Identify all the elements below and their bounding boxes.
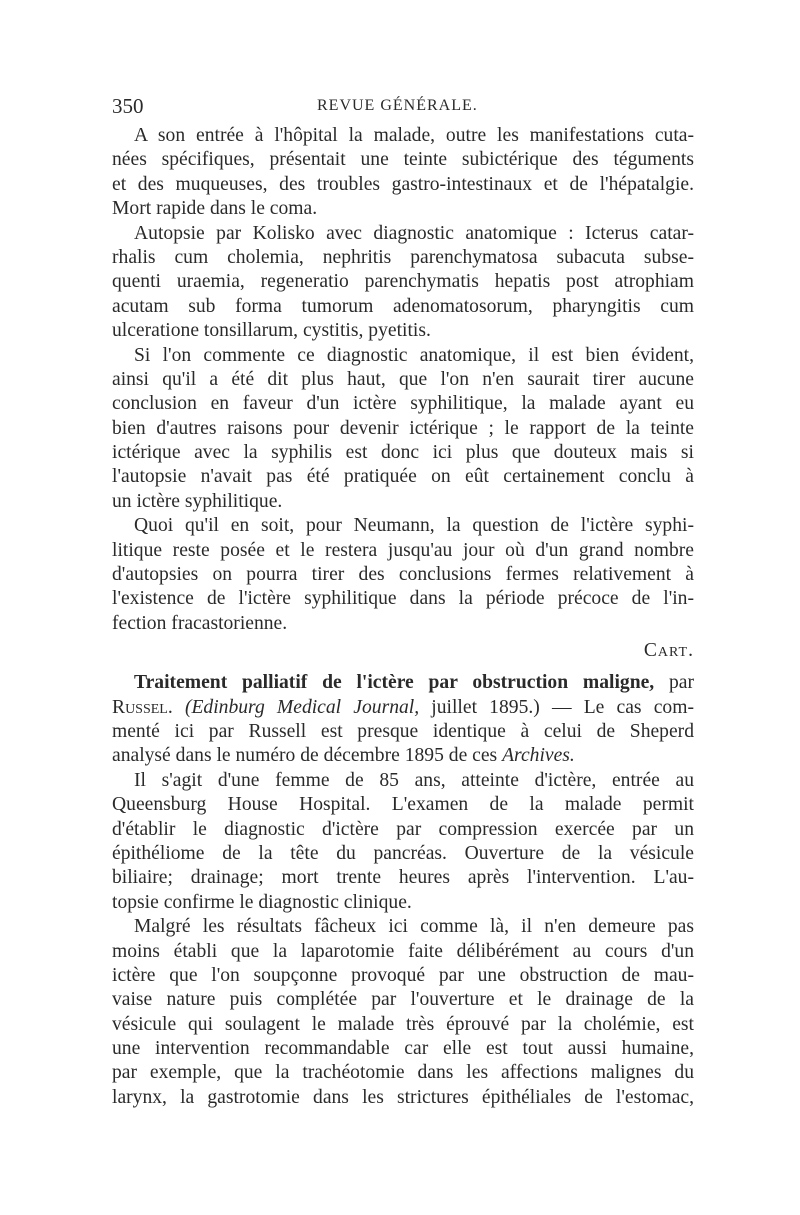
article-journal: (Edinburg Medical Journal,	[184, 696, 420, 718]
text-line: ainsi qu'il a été dit plus haut, que l'on n'en saurait tirer aucune	[112, 368, 694, 390]
article-author: Russel.	[112, 696, 173, 718]
article-reference-text: analysé dans le numéro de décembre 1895 de ces	[112, 745, 503, 767]
paragraph-neumann	[112, 514, 694, 636]
text-line: topsie confirme le diagnostic clinique.	[112, 891, 412, 913]
text-line	[112, 671, 694, 695]
article-heading-paragraph	[112, 671, 694, 769]
text-line	[112, 696, 694, 720]
text-line: fection fracastorienne.	[112, 612, 288, 634]
paragraph-commentary	[112, 344, 694, 515]
text-line: une intervention recommandable car elle est tout aussi humaine,	[112, 1038, 694, 1060]
text-line: ictère que l'on soupçonne provoqué par une obstruction de mau-	[112, 964, 694, 986]
text-line: et des muqueuses, des troubles gastro-intestinaux et de l'hépatalgie.	[112, 173, 694, 195]
text-line: l'autopsie n'avait pas été pratiquée on eût certainement conclu à	[112, 466, 694, 488]
text-line: moins établi que la laparotomie faite délibérément au cours d'un	[112, 940, 694, 962]
paragraph-conclusion	[112, 915, 694, 1110]
text-line: menté ici par Russell est presque identique à celui de Sheperd	[112, 720, 694, 742]
text-line: larynx, la gastrotomie dans les strictures épithéliales de l'estomac,	[112, 1086, 694, 1108]
paragraph-admission	[112, 124, 694, 222]
article-title-suffix: par	[654, 672, 694, 694]
paragraph-autopsy	[112, 222, 694, 344]
paragraph-case	[112, 769, 694, 915]
text-line: acutam sub forma tumorum adenomatosorum, pharyngitis cum	[112, 295, 694, 317]
text-line: bien d'autres raisons pour devenir ictérique ; le rapport de la teinte	[112, 417, 694, 439]
article-title: Traitement palliatif de l'ictère par obstruction maligne,	[134, 672, 655, 694]
text-line: rhalis cum cholemia, nephritis parenchymatosa subacuta subse-	[112, 246, 694, 268]
text-line: Il s'agit d'une femme de 85 ans, atteinte d'ictère, entrée au	[134, 769, 694, 791]
text-line: vaise nature puis complétée par l'ouverture et le drainage de la	[112, 989, 694, 1011]
text-line: Mort rapide dans le coma.	[112, 198, 318, 220]
text-line: Quoi qu'il en soit, pour Neumann, la question de l'ictère syphi-	[134, 515, 694, 537]
text-line: biliaire; drainage; mort trente heures après l'intervention. L'au-	[112, 867, 694, 889]
article-reference-journal: Archives.	[502, 745, 575, 767]
text-line: vésicule qui soulagent le malade très éprouvé par la cholémie, est	[112, 1013, 694, 1035]
text-line: Si l'on commente ce diagnostic anatomique, il est bien évident,	[134, 344, 694, 366]
text-line: l'existence de l'ictère syphilitique dans la période précoce de l'in-	[112, 588, 694, 610]
author-signature: Cart.	[643, 640, 694, 662]
text-line: nées spécifiques, présentait une teinte subictérique des téguments	[112, 149, 694, 171]
page-number: 350	[112, 94, 144, 118]
text-line: Autopsie par Kolisko avec diagnostic anatomique : Icterus catar-	[134, 222, 694, 244]
text-line: d'autopsies on pourra tirer des conclusions fermes relativement à	[112, 564, 694, 586]
body-text	[112, 124, 694, 1110]
text-line: épithéliome de la tête du pancréas. Ouverture de la vésicule	[112, 842, 694, 864]
text-line: ulceratione tonsillarum, cystitis, pyetitis.	[112, 320, 431, 342]
text-line: ictérique avec la syphilis est donc ici plus que douteux mais si	[112, 442, 694, 464]
document-page	[112, 94, 694, 1110]
text-line	[112, 744, 694, 768]
text-line: conclusion en faveur d'un ictère syphilitique, la malade ayant eu	[112, 393, 694, 415]
text-line: Malgré les résultats fâcheux ici comme là, il n'en demeure pas	[134, 916, 694, 938]
text-line: d'établir le diagnostic d'ictère par compression exercée par un	[112, 818, 694, 840]
text-line: A son entrée à l'hôpital la malade, outre les manifestations cuta-	[134, 125, 694, 146]
running-header	[112, 94, 694, 124]
text-line: par exemple, que la trachéotomie dans les affections malignes du	[112, 1062, 694, 1084]
text-line: litique reste posée et le restera jusqu'au jour où d'un grand nombre	[112, 539, 694, 561]
text-line: quenti uraemia, regeneratio parenchymatis hepatis post atrophiam	[112, 271, 694, 293]
running-title: REVUE GÉNÉRALE.	[317, 97, 478, 114]
text-line: Queensburg House Hospital. L'examen de la malade permit	[112, 794, 694, 816]
text-line: un ictère syphilitique.	[112, 490, 283, 512]
article-date: juillet 1895.) — Le cas com-	[419, 696, 694, 718]
